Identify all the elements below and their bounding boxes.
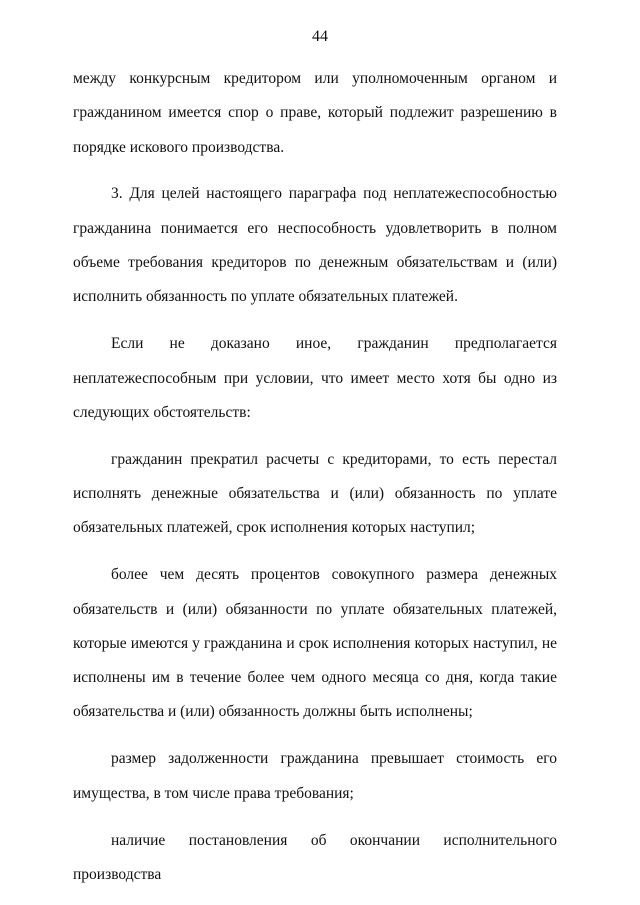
paragraph-condition-2: более чем десять процентов совокупного размера денежных обязательств и (или) обязанности по уплате обязательных платежей, которые имеются у гражданина и срок исполнения которых наступил, не исполнены им в течение более чем одного месяца со дня, когда такие обязательства и (или) обязанность должны быть исполнены; — [73, 566, 557, 721]
paragraph-presumption: Если не доказано иное, гражданин предполагается неплатежеспособным при условии, что имеет место хотя бы одно из следующих обстоятельств: — [73, 335, 557, 421]
body-text — [73, 62, 557, 892]
paragraph-definition: 3. Для целей настоящего параграфа под неплатежеспособностью гражданина понимается его неспособность удовлетворить в полном объеме требования кредиторов по денежным обязательствам и (или) исполнить обязанность по уплате обязательных платежей. — [73, 185, 557, 306]
page-number: 44 — [312, 28, 328, 45]
paragraph-condition-1: гражданин прекратил расчеты с кредиторами, то есть перестал исполнять денежные обязательства и (или) обязанность по уплате обязательных платежей, срок исполнения которых наступил; — [73, 450, 557, 537]
paragraph-condition-4: наличие постановления об окончании исполнительного производства — [73, 831, 557, 883]
paragraph-condition-3: размер задолженности гражданина превышает стоимость его имущества, в том числе права требования; — [73, 750, 557, 802]
paragraph-continuation: между конкурсным кредитором или уполномоченным органом и гражданином имеется спор о праве, который подлежит разрешению в порядке искового производства. — [73, 70, 557, 156]
